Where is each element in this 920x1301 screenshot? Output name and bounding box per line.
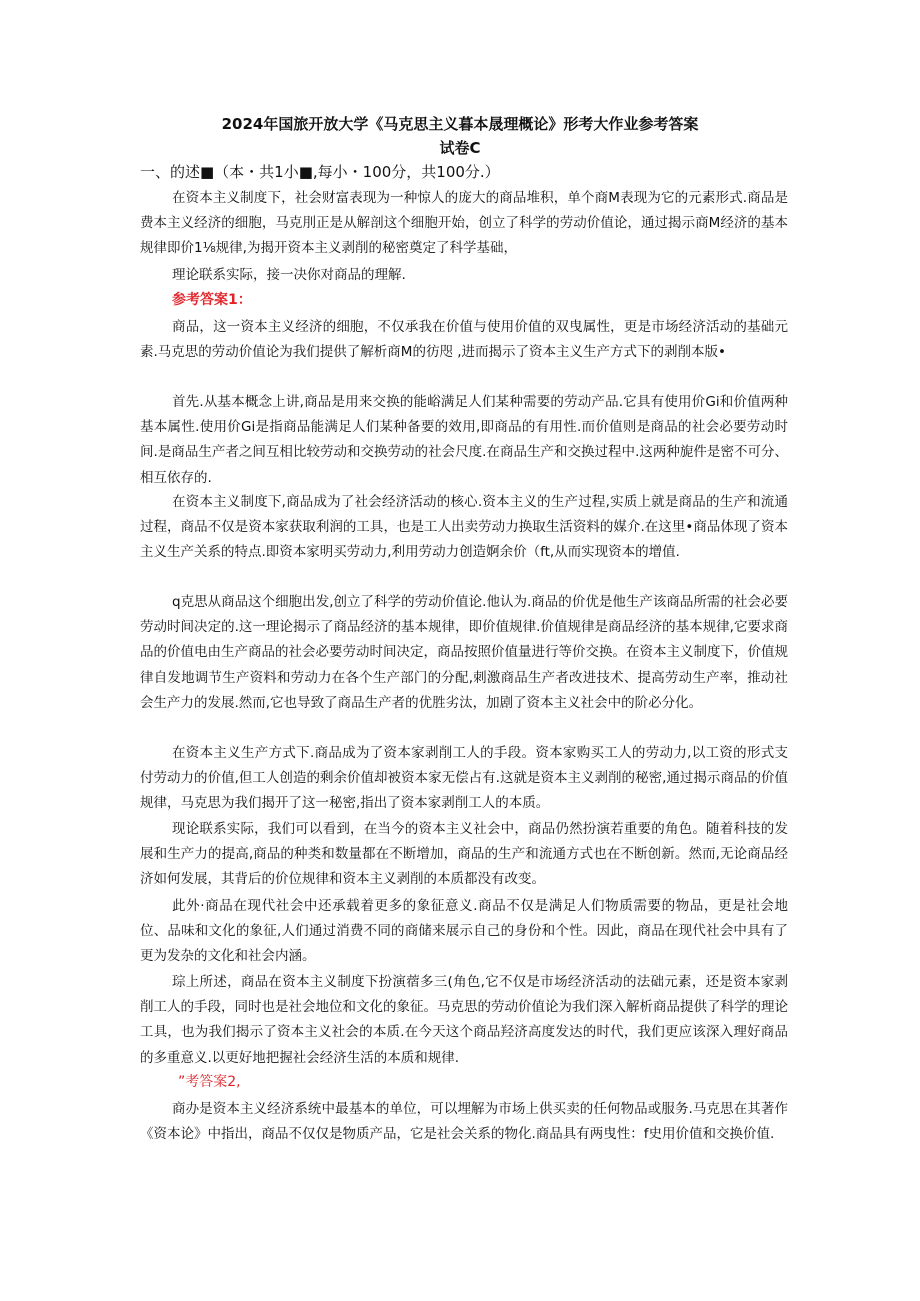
answer1-paragraph: 商品，这一资本主义经济的细胞，不仅承我在价值与使用价值的双曳属性，更是市场经济活动的基础元素.马克思的劳动价值论为我们提供了解析商M的彷咫 ,进而揭示了资本主义生产方式下的剥削本版• <box>140 319 788 361</box>
answer1-label: 参考答案1： <box>172 292 252 308</box>
exam-paper-label: 试卷C <box>439 139 481 157</box>
document-title: 2024年国旅开放大学《马克思主义暮本晟理概论》形考大作业参考答案 <box>221 115 699 133</box>
answer2-label: ”考答案2, <box>178 1074 241 1090</box>
section-heading: 一、的述■（本・共1小■,每小・100分，共100分.） <box>140 163 500 181</box>
answer1-paragraph: 首先.从基本概念上讲,商品是用来交换的能峪满足人们某种需要的劳动产品.它具有使用价Gi和价值两种基本属性.使用价Gi是指商品能满足人们某种备要的效用,即商品的有用性.而价值则是商品的社会必要劳动时间.是商品生产者之间互相比较劳动和交换劳动的社会尺度.在商品生产和交换过程中.这两种旎件是密不可分、相互依存的. <box>140 394 788 486</box>
answer1-paragraph: 在资本主义制度下,商品成为了社会经济活动的核心.资本主义的生产过程,实质上就是商品的生产和流通过程，商品不仅是资本家获取利润的工具，也是工人出卖劳动力换取生活资料的媒介.在这里•商品体现了资本主义生产关系的特点.即资本家明买劳动力,利用劳动力创造婀余价（ft,从而实现资本的增值. <box>140 494 788 561</box>
answer1-paragraph: q克思从商品这个细胞出发,创立了科学的劳动价值论.他认为.商品的价优是他生产该商品所需的社会必要劳动时间决定的.这一理论揭示了商品经济的基本规律，即价值规律.价值规律是商品经济的基本规律,它要求商品的价值电由生产商品的社会必要劳动时间决定，商品按照价值量进行等价交换。在资本主义制度下，价值规律自发地调节生产资料和劳动力在各个生产部门的分配,刺激商品生产者改进技术、提高劳动生产率，推动社会生产力的发展.然而,它也导致了商品生产者的优胜劣汰，加剧了资本主义社会中的阶必分化。 <box>140 594 788 711</box>
answer2-paragraph: 商办是资本主义经济系统中最基本的单位，可以埋解为市场上供买卖的任何物品或服务.马克思在其著作《资本论》中指出，商品不仅仅是物质产品，它是社会关系的物化.商品具有两曳性：f史用价值和交换价值. <box>140 1101 788 1143</box>
answer1-paragraph: 琮上所述，商品在资本主义制度下扮演蓿多三(角色,它不仅是市场经济活动的法础元素，还是资本家剥削工人的手段，同时也是社会地位和文化的象征。马克思的劳动价值论为我们深入解析商品提供了科学的理论工具，也为我们揭示了资本主义社会的本质.在今天这个商品羟济高度发达的时代，我们更应该深入理好商品的多重意义.以更好地把握社会经济生活的本质和规律. <box>140 974 788 1066</box>
answer1-paragraph: 在资本主义生产方式下.商品成为了资本家剥削工人的手段。资本家购买工人的劳动力,以工资的形式支付劳动力的价值,但工人创造的剩余价值却被资本家无偿占有.这就是资本主义剥削的秘密,通过揭示商品的价值规律，马克思为我们揭开了这一秘密,指出了资本家剥削工人的本质。 <box>140 745 788 812</box>
question-task: 理论联系实际，接一决你对商品的理解. <box>172 267 406 283</box>
question-text: 在资本主义制度下，社会财富表现为一种惊人的庞大的商品堆积，单个商M表现为它的元素形式.商品是费本主义经济的细胞，马克刖正是从解剖这个细胞开始，创立了科学的劳动价值论，通过揭示商M经济的基本规律即价1⅛规律,为揭开资本主义剥削的秘密奠定了科学基础， <box>140 190 788 257</box>
answer1-paragraph: 现论联系实际，我们可以看到，在当今的资本主义社会中，商品仍然扮演若重要的角色。随着科技的发展和生产力的提高,商品的种类和数量都在不断增加，商品的生产和流通方式也在不断创新。然而,无论商品经济如何发展，其背后的价位规律和资本主义剥削的本质都没有改变。 <box>140 821 788 888</box>
answer1-paragraph: 此外·商品在现代社会中还承载着更多的象征意义.商品不仅是满足人们物质需要的物品，更是社会地位、品味和文化的象征,人们通过消费不同的商储来展示自己的身份和个性。因此，商品在现代社会中具有了更为发杂的文化和社会内涵。 <box>140 898 788 965</box>
